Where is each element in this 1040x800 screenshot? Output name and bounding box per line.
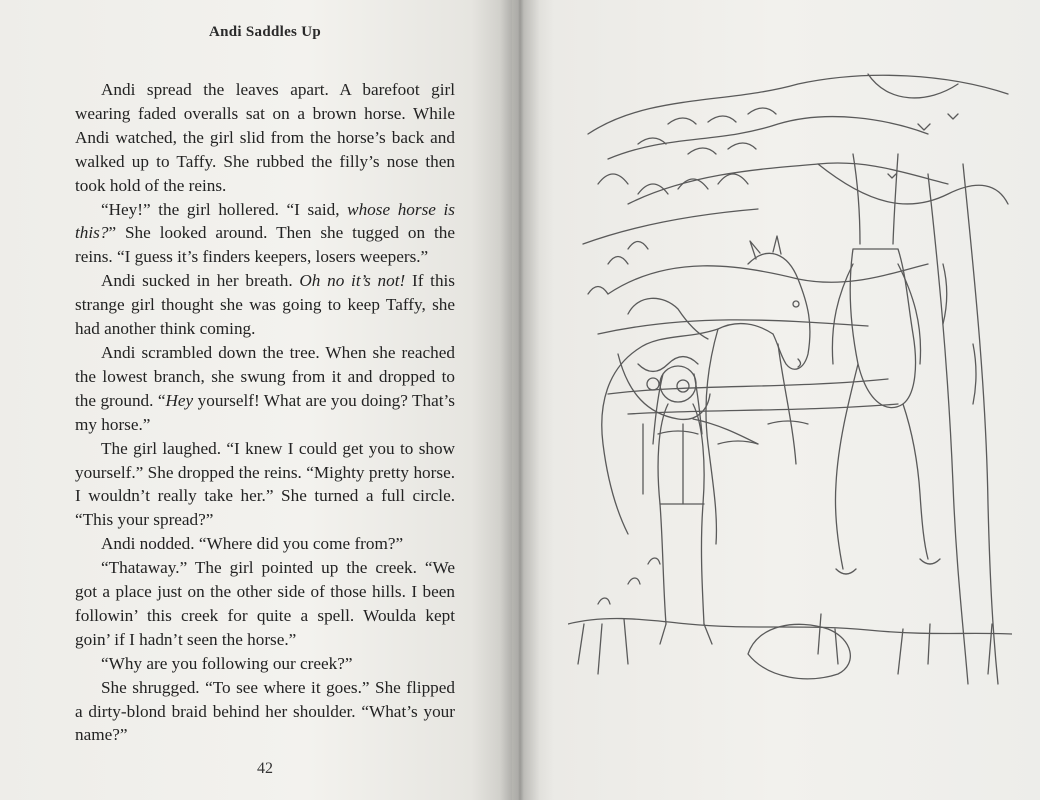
paragraph-8	[75, 652, 455, 676]
italic-text: whose horse is this?	[75, 199, 455, 243]
paragraph-text: Andi scrambled down the tree. When she reached the lowest branch, she swung from it and dropped to the ground. “	[75, 342, 455, 410]
page-number: 42	[257, 760, 273, 777]
body-text	[75, 78, 455, 747]
paragraph-1	[75, 78, 455, 198]
paragraph-text: Andi sucked in her breath.	[101, 271, 300, 291]
paragraph-text: The girl laughed. “I knew I could get you to show yourself.” She dropped the reins. “Mighty pretty horse. I wouldn’t really take her.” She turned a full circle. “This your spread?”	[75, 438, 455, 530]
italic-text: Hey	[165, 390, 194, 410]
tree-branches	[583, 74, 1008, 294]
left-page	[0, 0, 512, 800]
paragraph-7	[75, 556, 455, 652]
paragraph-text: ” She looked around. Then she tugged on the reins. “I guess it’s finders keepers, losers weepers.”	[75, 223, 455, 267]
right-page	[512, 0, 1040, 800]
paragraph-9	[75, 676, 455, 748]
saddle	[618, 298, 710, 504]
paragraph-text: She shrugged. “To see where it goes.” She flipped a dirty-blond braid behind her shoulder. “What’s your name?”	[75, 677, 455, 745]
hanging-girl	[832, 154, 940, 574]
pencil-illustration	[568, 64, 1012, 714]
paragraph-4	[75, 341, 455, 437]
hat	[748, 624, 850, 679]
creek	[608, 379, 898, 444]
paragraph-3	[75, 269, 455, 341]
italic-text: Oh no it’s not!	[299, 271, 406, 291]
tree-trunk	[928, 164, 998, 684]
paragraph-6	[75, 532, 455, 556]
paragraph-text: Andi nodded. “Where did you come from?”	[101, 534, 404, 554]
paragraph-text: “Why are you following our creek?”	[101, 653, 353, 673]
paragraph-text: “Thataway.” The girl pointed up the creek. “We got a place just on the other side of those hills. I been followin’ this creek for quite a spell. Woulda kept goin’ if I hadn’t seen the horse.”	[75, 558, 455, 649]
paragraph-text: “Hey!” the girl hollered. “I said,	[101, 199, 348, 219]
paragraph-5	[75, 437, 455, 533]
paragraph-text: If this strange girl thought she was going to keep Taffy, she had another think coming.	[75, 271, 455, 339]
paragraph-text: Andi spread the leaves apart. A barefoot girl wearing faded overalls sat on a brown horse. While Andi watched, the girl slid from the horse’s back and walked up to Taffy. She rubbed the filly’s nose then took hold of the reins.	[75, 80, 455, 195]
foreground-grass	[568, 558, 1012, 679]
paragraph-2	[75, 198, 455, 270]
paragraph-text: yourself! What are you doing? That’s my horse.”	[75, 390, 455, 434]
running-head: Andi Saddles Up	[208, 24, 322, 40]
